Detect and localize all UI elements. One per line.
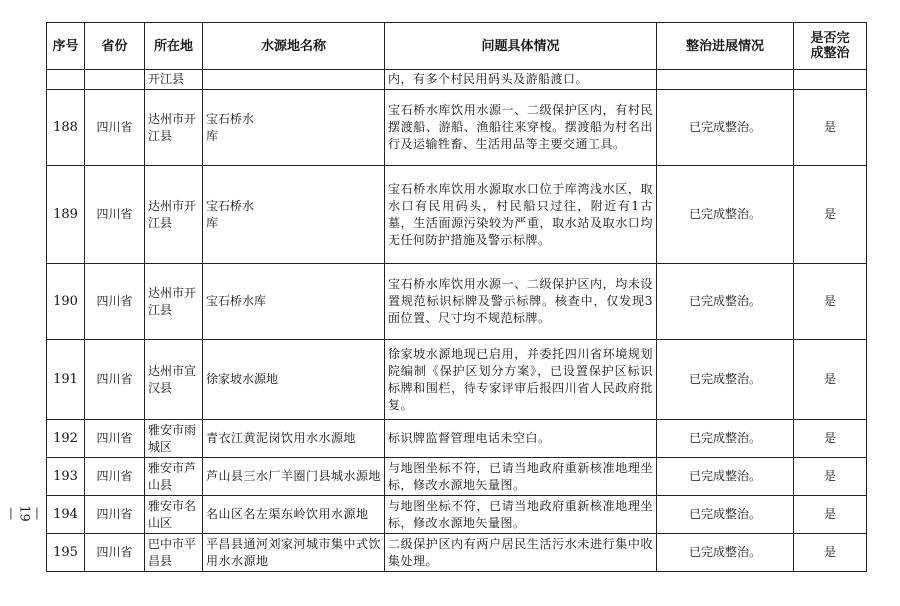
header-progress: 整治进展情况	[657, 23, 794, 70]
header-location: 所在地	[145, 23, 203, 70]
cell-source: 宝石桥水库	[203, 90, 385, 166]
table-row	[47, 420, 867, 458]
cell-province: 四川省	[85, 340, 145, 420]
page-number: — 19 —	[3, 505, 45, 522]
cell-progress: 已完成整治。	[657, 458, 794, 496]
cell-progress: 已完成整治。	[657, 166, 794, 264]
cell-source: 青衣江黄泥岗饮用水水源地	[203, 420, 385, 458]
cell-location: 达州市开江县	[145, 264, 203, 340]
cell-province: 四川省	[85, 458, 145, 496]
cell-issue: 二级保护区内有两户居民生活污水未进行集中收集处理。	[385, 534, 657, 572]
cell-done: 是	[794, 340, 867, 420]
cell-done: 是	[794, 496, 867, 534]
cell-seq: 193	[47, 458, 85, 496]
cell-source: 平昌县通河刘家河城市集中式饮用水水源地	[203, 534, 385, 572]
cell-location: 雅安市名山区	[145, 496, 203, 534]
cell-done: 是	[794, 166, 867, 264]
cell-province: 四川省	[85, 496, 145, 534]
cell-seq: 190	[47, 264, 85, 340]
cell-seq: 191	[47, 340, 85, 420]
header-province: 省份	[85, 23, 145, 70]
header-issue: 问题具体情况	[385, 23, 657, 70]
cell-location: 达州市宣汉县	[145, 340, 203, 420]
cell-province: 四川省	[85, 420, 145, 458]
cell-done: 是	[794, 420, 867, 458]
cell-province: 四川省	[85, 166, 145, 264]
cell-progress: 已完成整治。	[657, 90, 794, 166]
header-source: 水源地名称	[203, 23, 385, 70]
cell-progress: 已完成整治。	[657, 496, 794, 534]
cell-done: 是	[794, 458, 867, 496]
cell-issue: 内，有多个村民用码头及游船渡口。	[385, 70, 657, 90]
cell-province: 四川省	[85, 264, 145, 340]
cell-seq: 194	[47, 496, 85, 534]
cell-location: 雅安市芦山县	[145, 458, 203, 496]
cell-location: 巴中市平昌县	[145, 534, 203, 572]
cell-issue: 与地图坐标不符，已请当地政府重新核准地理坐标，修改水源地矢量图。	[385, 458, 657, 496]
cell-seq: 192	[47, 420, 85, 458]
cell-issue: 宝石桥水库饮用水源一、二级保护区内，有村民摆渡船、游船、渔船往来穿梭。摆渡船为村名出行及运输牲畜、生活用品等主要交通工具。	[385, 90, 657, 166]
cell-source: 芦山县三水厂羊圈门县城水源地	[203, 458, 385, 496]
cell-done: 是	[794, 534, 867, 572]
cell-source: 名山区名左渠东岭饮用水源地	[203, 496, 385, 534]
cell-done: 是	[794, 90, 867, 166]
table-row	[47, 340, 867, 420]
table-row	[47, 90, 867, 166]
cell-seq: 189	[47, 166, 85, 264]
header-seq: 序号	[47, 23, 85, 70]
table-row	[47, 264, 867, 340]
cell-done: 是	[794, 264, 867, 340]
table-row	[47, 458, 867, 496]
table-row	[47, 496, 867, 534]
cell-progress: 已完成整治。	[657, 534, 794, 572]
cell-issue: 与地图坐标不符，已请当地政府重新核准地理坐标，修改水源地矢量图。	[385, 496, 657, 534]
cell-seq: 188	[47, 90, 85, 166]
cell-progress: 已完成整治。	[657, 340, 794, 420]
table-header-row	[47, 23, 867, 70]
cell-location: 雅安市雨城区	[145, 420, 203, 458]
cell-source: 徐家坡水源地	[203, 340, 385, 420]
header-done: 是否完成整治	[794, 23, 867, 70]
cell-issue: 标识牌监督管理电话未空白。	[385, 420, 657, 458]
cell-issue: 宝石桥水库饮用水源一、二级保护区内，均未设置规范标识标牌及警示标牌。核查中，仅发现3面位置、尺寸均不规范标牌。	[385, 264, 657, 340]
table-row	[47, 166, 867, 264]
table-row-continuation	[47, 70, 867, 90]
data-table	[46, 22, 867, 572]
cell-province: 四川省	[85, 534, 145, 572]
cell-location: 达州市开江县	[145, 90, 203, 166]
cell-location: 开江县	[145, 70, 203, 90]
cell-source: 宝石桥水库	[203, 264, 385, 340]
cell-source: 宝石桥水库	[203, 166, 385, 264]
cell-progress: 已完成整治。	[657, 264, 794, 340]
cell-issue: 徐家坡水源地现已启用，并委托四川省环境规划院编制《保护区划分方案》，已设置保护区标识标牌和围栏，待专家评审后报四川省人民政府批复。	[385, 340, 657, 420]
table-row	[47, 534, 867, 572]
cell-location: 达州市开江县	[145, 166, 203, 264]
cell-progress: 已完成整治。	[657, 420, 794, 458]
cell-seq: 195	[47, 534, 85, 572]
cell-province: 四川省	[85, 90, 145, 166]
cell-issue: 宝石桥水库饮用水源取水口位于库湾浅水区，取水口有民用码头，村民船只过往，附近有1古墓，生活面源污染较为严重，取水站及取水口均无任何防护措施及警示标牌。	[385, 166, 657, 264]
